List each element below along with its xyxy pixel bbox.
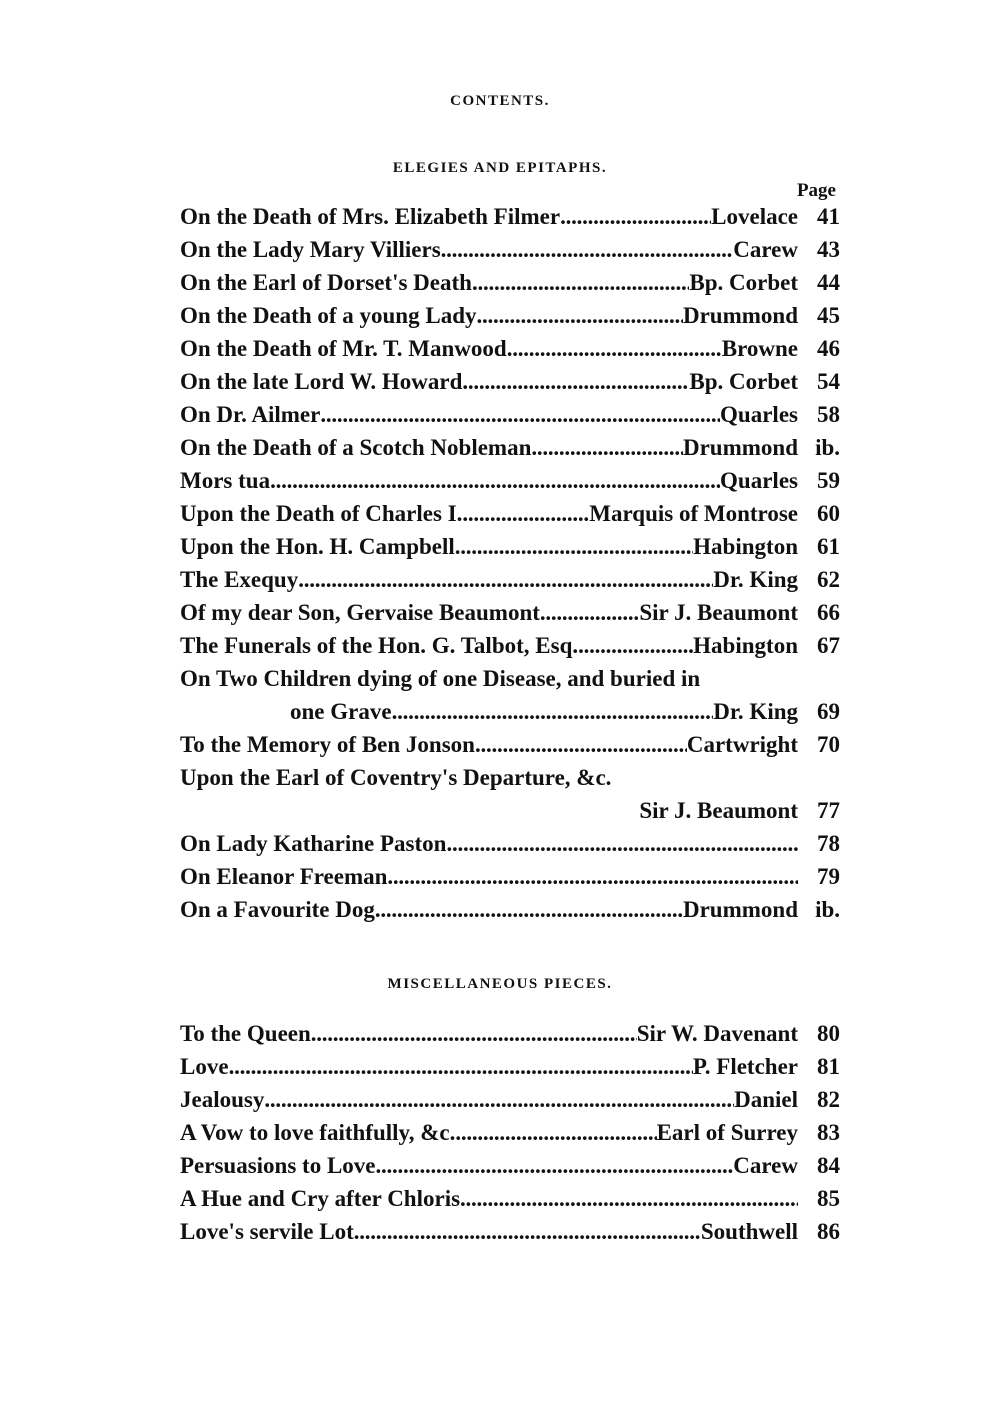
entry-author: Daniel <box>734 1087 798 1112</box>
dot-leader <box>462 365 689 398</box>
toc-entry <box>180 497 840 530</box>
entry-author: Sir J. Beaumont <box>639 798 798 823</box>
dot-leader <box>460 1182 798 1215</box>
entry-title: On Lady Katharine Paston <box>180 831 447 856</box>
entry-title: The Exequy <box>180 567 299 592</box>
entry-page: 81 <box>817 1054 840 1079</box>
dot-leader <box>540 596 639 629</box>
entry-page: 84 <box>817 1153 840 1178</box>
entry-title: Love <box>180 1054 229 1079</box>
dot-leader <box>264 1083 734 1116</box>
toc-entry <box>180 629 840 662</box>
toc-entry-continuation <box>180 695 840 728</box>
dot-leader <box>298 563 713 596</box>
toc-entry <box>180 1017 840 1050</box>
dot-leader <box>392 695 714 728</box>
entry-page: 67 <box>817 633 840 658</box>
toc-entry <box>180 266 840 299</box>
entry-title: On the Death of Mr. T. Manwood <box>180 336 507 361</box>
toc-entry <box>180 761 840 794</box>
entry-page: 54 <box>817 369 840 394</box>
entry-author: Drummond <box>682 435 798 460</box>
dot-leader <box>311 1017 637 1050</box>
dot-leader <box>455 1116 656 1149</box>
entry-title: Mors tua <box>180 468 271 493</box>
entry-title: To the Memory of Ben Jonson <box>180 732 475 757</box>
entry-title: A Hue and Cry after Chloris <box>180 1186 461 1211</box>
entry-page: 59 <box>817 468 840 493</box>
entry-title: On the Death of Mrs. Elizabeth Filmer <box>180 204 561 229</box>
dot-leader <box>376 1149 734 1182</box>
toc-entry <box>180 860 840 893</box>
toc-entry <box>180 1149 840 1182</box>
entry-author: Sir J. Beaumont <box>639 600 798 625</box>
dot-leader <box>446 827 798 860</box>
dot-leader <box>560 200 711 233</box>
dot-leader <box>229 1050 693 1083</box>
entry-title: one Grave <box>290 699 392 724</box>
entry-author: Carew <box>733 1153 798 1178</box>
toc-list-miscellaneous <box>180 1017 840 1248</box>
entry-page: 58 <box>817 402 840 427</box>
entry-title: On a Favourite Dog <box>180 897 375 922</box>
toc-entry-continuation <box>180 794 840 827</box>
running-head: CONTENTS. <box>450 93 550 109</box>
entry-page: ib. <box>815 897 840 922</box>
dot-leader <box>578 629 693 662</box>
entry-page: 82 <box>817 1087 840 1112</box>
page-column-label: Page <box>796 180 836 201</box>
toc-entry <box>180 365 840 398</box>
entry-title: The Funerals of the Hon. G. Talbot, Esq. <box>180 633 579 658</box>
entry-author: Carew <box>733 237 798 262</box>
entry-page: 61 <box>817 534 840 559</box>
toc-entry <box>180 662 840 695</box>
dot-leader <box>507 332 722 365</box>
dot-leader <box>354 1215 701 1248</box>
entry-title: A Vow to love faithfully, &c. <box>180 1120 456 1145</box>
entry-page: 44 <box>817 270 840 295</box>
entry-author: Drummond <box>682 303 798 328</box>
dot-leader <box>270 464 720 497</box>
entry-author: Habington <box>693 534 798 559</box>
entry-author: Quarles <box>720 468 798 493</box>
entry-title: Upon the Death of Charles I. <box>180 501 463 526</box>
toc-entry <box>180 1083 840 1116</box>
toc-entry <box>180 827 840 860</box>
entry-author: Drummond <box>682 897 798 922</box>
entry-author: Dr. King <box>713 699 798 724</box>
entry-title: Upon the Earl of Coventry's Departure, &c. <box>180 765 612 790</box>
entry-author: Southwell <box>700 1219 798 1244</box>
toc-entry <box>180 596 840 629</box>
entry-title: Jealousy <box>180 1087 265 1112</box>
toc-entry <box>180 200 840 233</box>
toc-entry <box>180 893 840 926</box>
entry-author: Dr. King <box>713 567 798 592</box>
entry-author: Marquis of Montrose <box>589 501 798 526</box>
dot-leader <box>387 860 798 893</box>
entry-page: 43 <box>817 237 840 262</box>
toc-list-elegies <box>180 200 840 926</box>
toc-entry <box>180 398 840 431</box>
dot-leader <box>475 728 687 761</box>
entry-page: 85 <box>817 1186 840 1211</box>
entry-author: P. Fletcher <box>692 1054 798 1079</box>
entry-page: 86 <box>817 1219 840 1244</box>
entry-page: 79 <box>817 864 840 889</box>
entry-page: 41 <box>817 204 840 229</box>
entry-author: Lovelace <box>711 204 798 229</box>
entry-author: Earl of Surrey <box>656 1120 798 1145</box>
entry-author: Browne <box>721 336 798 361</box>
entry-title: To the Queen <box>180 1021 311 1046</box>
toc-entry <box>180 233 840 266</box>
entry-author: Habington <box>693 633 798 658</box>
entry-title: Of my dear Son, Gervaise Beaumont <box>180 600 540 625</box>
toc-entry <box>180 299 840 332</box>
entry-title: On the Death of a Scotch Nobleman <box>180 435 532 460</box>
toc-entry <box>180 1182 840 1215</box>
section-heading-elegies: ELEGIES AND EPITAPHS. <box>392 160 608 176</box>
dot-leader <box>531 431 683 464</box>
entry-author: Sir W. Davenant <box>636 1021 798 1046</box>
entry-page: 66 <box>817 600 840 625</box>
entry-title: On the Lady Mary Villiers <box>180 237 441 262</box>
entry-page: 45 <box>817 303 840 328</box>
toc-entry <box>180 728 840 761</box>
entry-author: Cartwright <box>686 732 798 757</box>
toc-entry <box>180 530 840 563</box>
entry-page: 60 <box>817 501 840 526</box>
dot-leader <box>476 299 683 332</box>
dot-leader <box>472 266 689 299</box>
entry-page: 80 <box>817 1021 840 1046</box>
toc-entry <box>180 332 840 365</box>
entry-page: ib. <box>815 435 840 460</box>
entry-title: On Eleanor Freeman <box>180 864 388 889</box>
section-heading-miscellaneous: MISCELLANEOUS PIECES. <box>387 976 613 992</box>
dot-leader <box>462 497 589 530</box>
entry-title: On Two Children dying of one Disease, and buried in <box>180 666 701 691</box>
entry-title: On the late Lord W. Howard <box>180 369 463 394</box>
entry-author: Bp. Corbet <box>689 369 798 394</box>
toc-entry <box>180 1116 840 1149</box>
toc-entry <box>180 431 840 464</box>
toc-entry <box>180 1050 840 1083</box>
entry-title: Love's servile Lot <box>180 1219 354 1244</box>
dot-leader <box>455 530 693 563</box>
entry-author: Quarles <box>720 402 798 427</box>
entry-page: 83 <box>817 1120 840 1145</box>
entry-title: Persuasions to Love <box>180 1153 376 1178</box>
dot-leader <box>375 893 683 926</box>
entry-page: 46 <box>817 336 840 361</box>
entry-title: On the Earl of Dorset's Death <box>180 270 472 295</box>
entry-title: On the Death of a young Lady <box>180 303 477 328</box>
entry-author: Bp. Corbet <box>689 270 798 295</box>
entry-page: 78 <box>817 831 840 856</box>
toc-entry <box>180 1215 840 1248</box>
entry-page: 62 <box>817 567 840 592</box>
entry-title: On Dr. Ailmer <box>180 402 321 427</box>
dot-leader <box>320 398 720 431</box>
entry-page: 69 <box>817 699 840 724</box>
toc-entry <box>180 464 840 497</box>
toc-entry <box>180 563 840 596</box>
entry-page: 70 <box>817 732 840 757</box>
dot-leader <box>441 233 734 266</box>
entry-page: 77 <box>817 798 840 823</box>
entry-title: Upon the Hon. H. Campbell <box>180 534 455 559</box>
